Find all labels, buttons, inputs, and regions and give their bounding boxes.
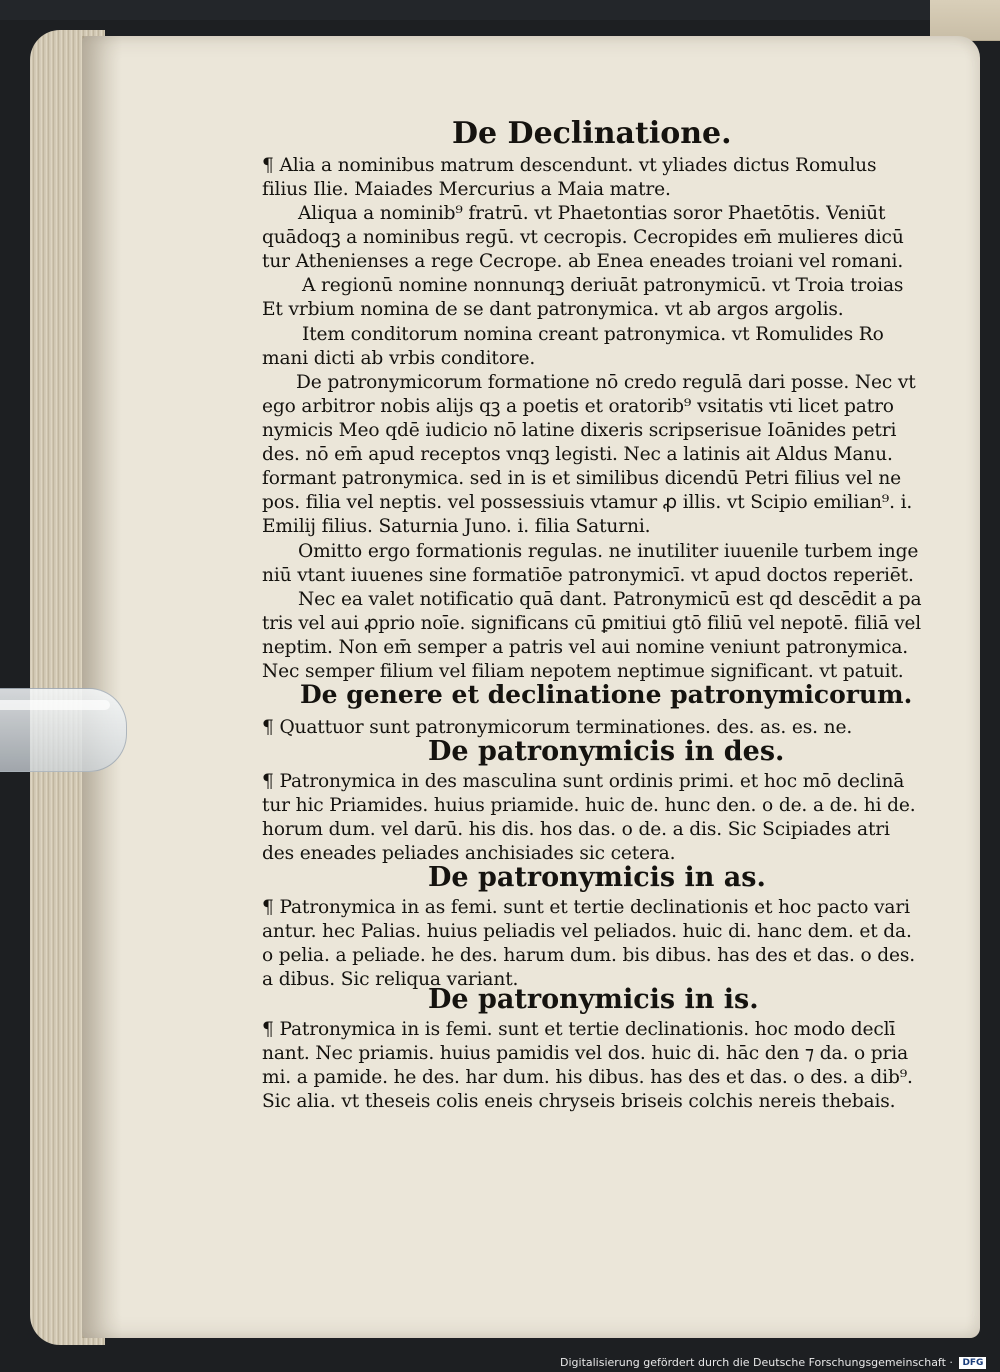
dfg-logo: DFG (959, 1357, 986, 1369)
text-line: ego arbitror nobis alijs qꝫ a poetis et oratorib⁹ vsitatis vti licet patro (262, 396, 894, 417)
heading-as: De patronymicis in as. (428, 862, 766, 893)
text-line: Sic alia. vt theseis colis eneis chryseis briseis colchis nereis thebais. (262, 1091, 896, 1112)
digitization-credit: Digitalisierung gefördert durch die Deutsche Forschungsgemeinschaft · DFG (560, 1354, 1000, 1372)
scanner-background (0, 0, 1000, 20)
text-line: A regionū nomine nonnunqꝫ deriuāt patronymicū. vt Troia troias (302, 275, 904, 296)
text-line: ¶ Patronymica in is femi. sunt et tertie declinationis. hoc modo declī (262, 1019, 896, 1040)
text-line: des eneades peliades anchisiades sic cetera. (262, 843, 676, 864)
text-line: Item conditorum nomina creant patronymica. vt Romulides Ro (302, 324, 884, 345)
text-line: De patronymicorum formatione nō credo regulā dari posse. Nec vt (296, 372, 916, 393)
text-line: pos. filia vel neptis. vel possessiuis vtamur ꝓ illis. vt Scipio emilian⁹. i. (262, 492, 913, 513)
text-line: Omitto ergo formationis regulas. ne inutiliter iuuenile turbem inge (298, 541, 919, 562)
text-line: ¶ Alia a nominibus matrum descendunt. vt yliades dictus Romulus (262, 155, 877, 176)
text-line: ¶ Patronymica in as femi. sunt et tertie declinationis et hoc pacto vari (262, 897, 910, 918)
text-line: antur. hec Palias. huius peliadis vel peliados. huic di. hanc dem. et da. (262, 921, 912, 942)
text-line: tur hic Priamides. huius priamide. huic de. hunc den. o de. a de. hi de. (262, 795, 916, 816)
text-line: tris vel aui ꝓprio noīe. significans cū ꝑmitiui gtō filiū vel nepotē. filiā vel (262, 613, 921, 634)
text-line: tur Athenienses a rege Cecrope. ab Enea eneades troiani vel romani. (262, 251, 904, 272)
credit-text: Digitalisierung gefördert durch die Deutsche Forschungsgemeinschaft (560, 1356, 946, 1369)
heading-is: De patronymicis in is. (428, 984, 759, 1015)
text-line: ¶ Patronymica in des masculina sunt ordinis primi. et hoc mō declinā (262, 771, 905, 792)
text-line: nant. Nec priamis. huius pamidis vel dos. huic di. hāc den ⁊ da. o pria (262, 1043, 909, 1064)
text-line: formant patronymica. sed in is et similibus dicendū Petri filius vel ne (262, 468, 901, 489)
heading-genere: De genere et declinatione patronymicorum. (300, 680, 913, 709)
glass-weight-highlight (0, 700, 110, 710)
text-line: nymicis Meo qdē iudicio nō latine dixeris scripserisue Ioānides petri (262, 420, 897, 441)
text-line: filius Ilie. Maiades Mercurius a Maia matre. (262, 179, 671, 200)
text-line: o pelia. a peliade. he des. harum dum. bis dibus. has des et das. o des. (262, 945, 916, 966)
text-line: Aliqua a nominib⁹ fratrū. vt Phaetontias soror Phaetōtis. Veniūt (298, 203, 886, 224)
text-line: Nec ea valet notificatio quā dant. Patronymicū est qd descēdit a pa (298, 589, 922, 610)
text-line: ¶ Quattuor sunt patronymicorum terminationes. des. as. es. ne. (262, 717, 853, 738)
text-line: des. nō em̄ apud receptos vnqꝫ legisti. Nec a latinis ait Aldus Manu. (262, 444, 893, 465)
page-gutter-shadow (82, 36, 122, 1338)
text-line: niū vtant iuuenes sine formatiōe patronymicī. vt apud doctos reperiēt. (262, 565, 914, 586)
book-corner (930, 0, 1000, 41)
text-line: a dibus. Sic reliqua variant. (262, 969, 519, 990)
text-line: horum dum. vel darū. his dis. hos das. o de. a dis. Sic Scipiades atri (262, 819, 890, 840)
heading-main: De Declinatione. (452, 116, 732, 151)
text-line: mi. a pamide. he des. har dum. his dibus. has des et das. o des. a dib⁹. (262, 1067, 913, 1088)
text-line: quādoqꝫ a nominibus regū. vt cecropis. Cecropides em̄ mulieres dicū (262, 227, 904, 248)
heading-des: De patronymicis in des. (428, 736, 785, 767)
text-line: mani dicti ab vrbis conditore. (262, 348, 536, 369)
text-line: Nec semper filium vel filiam nepotem neptimue significant. vt patuit. (262, 661, 904, 682)
text-line: neptim. Non em̄ semper a patris vel aui nomine veniunt patronymica. (262, 637, 909, 658)
text-line: Emilij filius. Saturnia Juno. i. filia Saturni. (262, 516, 651, 537)
text-line: Et vrbium nomina de se dant patronymica. vt ab argos argolis. (262, 299, 844, 320)
